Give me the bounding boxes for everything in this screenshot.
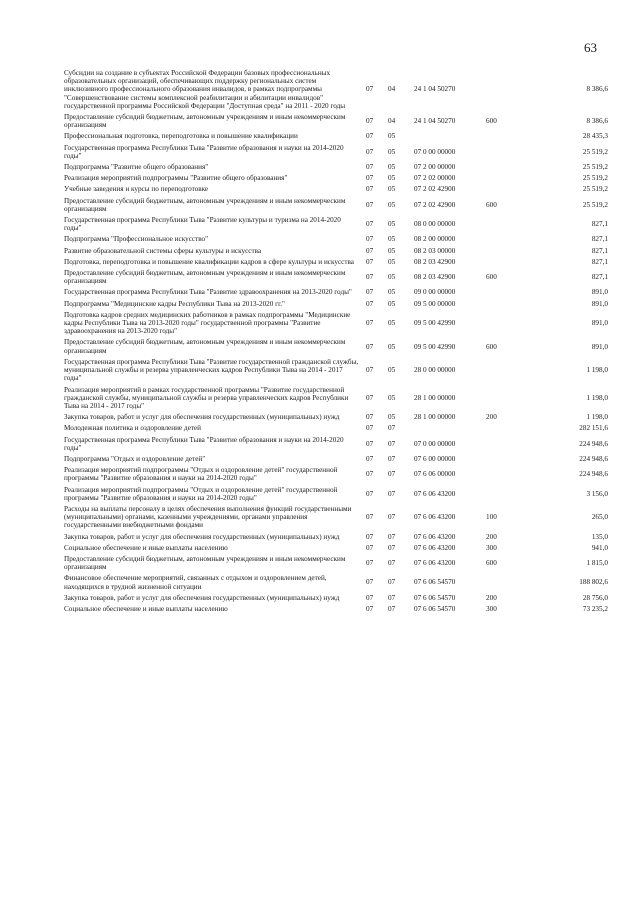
row-target-article-code: 07 2 02 00000	[414, 174, 456, 183]
row-section-code: 07	[366, 342, 374, 351]
row-target-article-code: 28 0 00 00000	[414, 366, 456, 375]
row-amount: 891,0	[591, 299, 608, 308]
row-target-article-code: 08 2 03 42900	[414, 257, 456, 266]
row-expense-type-code	[486, 234, 526, 245]
table-row	[64, 143, 608, 162]
row-subsection-code: 07	[388, 543, 396, 552]
row-section-code: 07	[366, 513, 374, 522]
budget-table	[64, 68, 608, 615]
row-name: Учебные заведения и курсы по переподготовке	[64, 185, 209, 194]
row-name: Государственная программа Республики Тыва "Развитие образования и науки на 2014-2020 годы"	[64, 435, 344, 452]
row-section-code: 07	[366, 246, 374, 255]
row-subsection-code: 05	[388, 413, 396, 422]
row-amount: 135,0	[591, 532, 608, 541]
row-target-article-code: 07 6 06 54570	[414, 604, 456, 613]
table-row	[64, 246, 608, 257]
row-subsection-code: 05	[388, 174, 396, 183]
row-name: Субсидии на создание в субъектах Российской Федерации базовых профессиональных образовательных организаций, обеспечивающих поддержку региональных систем инклюзивного профессионального образования инвалидов, в рамках подпрограммы "Совершенствование системы комплексной реабилитации и абилитации инвалидов" государственной программы Российской Федерации "Доступная среда" на 2011 - 2020 годы	[64, 69, 346, 110]
row-section-code: 07	[366, 489, 374, 498]
row-name: Государственная программа Республики Тыва "Развитие государственной гражданской службы, муниципальной службы и резерва управленческих кадров Республики Тыва на 2014 - 2017 годы"	[64, 357, 359, 383]
row-target-article-code: 09 0 00 00000	[414, 288, 456, 297]
row-section-code: 07	[366, 174, 374, 183]
row-section-code: 07	[366, 366, 374, 375]
row-amount: 827,1	[591, 220, 608, 229]
row-name: Реализация мероприятий в рамках государственной программы "Развитие государственной гражданской службы, муниципальной службы и резерва управленческих кадров Республики Тыва на 2014 - 2017 годы"	[64, 385, 349, 410]
row-amount: 891,0	[591, 319, 608, 328]
row-target-article-code: 07 0 00 00000	[414, 147, 456, 156]
row-amount: 1 815,0	[586, 559, 608, 568]
row-amount: 25 519,2	[582, 185, 608, 194]
row-amount: 891,0	[591, 342, 608, 351]
row-amount: 827,1	[591, 257, 608, 266]
row-expense-type-code: 100	[486, 513, 497, 522]
row-section-code: 07	[366, 319, 374, 328]
row-subsection-code: 04	[388, 117, 396, 126]
row-subsection-code: 07	[388, 470, 396, 479]
row-expense-type-code	[486, 299, 526, 310]
row-section-code: 07	[366, 299, 374, 308]
table-row	[64, 435, 608, 454]
row-subsection-code: 07	[388, 513, 396, 522]
table-row	[64, 385, 608, 413]
row-subsection-code: 05	[388, 147, 396, 156]
row-target-article-code: 07 6 06 54570	[414, 593, 456, 602]
row-expense-type-code: 600	[486, 273, 497, 282]
row-expense-type-code	[486, 131, 526, 142]
row-subsection-code: 07	[388, 578, 396, 587]
row-subsection-code: 05	[388, 220, 396, 229]
row-expense-type-code	[486, 465, 526, 484]
row-name: Закупка товаров, работ и услуг для обеспечения государственных (муниципальных) нужд	[64, 532, 340, 541]
row-name: Государственная программа Республики Тыва "Развитие образования и науки на 2014-2020 годы"	[64, 143, 344, 160]
row-subsection-code: 07	[388, 454, 396, 463]
row-subsection-code: 05	[388, 200, 396, 209]
row-target-article-code: 08 2 00 00000	[414, 235, 456, 244]
table-row	[64, 454, 608, 465]
row-subsection-code: 05	[388, 246, 396, 255]
row-amount: 25 519,2	[582, 163, 608, 172]
row-subsection-code: 04	[388, 85, 396, 94]
row-name: Расходы на выплаты персоналу в целях обеспечения выполнения функций государственными (муниципальными) органами, казенными учреждениями, органами управления государственными внебюджетными фондами	[64, 504, 352, 530]
row-target-article-code: 08 2 03 00000	[414, 246, 456, 255]
row-target-article-code: 07 6 06 00000	[414, 470, 456, 479]
row-expense-type-code	[486, 357, 526, 385]
row-target-article-code: 07 6 06 43200	[414, 513, 456, 522]
row-amount: 224 948,6	[579, 439, 608, 448]
table-row	[64, 465, 608, 484]
row-amount: 1 198,0	[586, 393, 608, 402]
row-expense-type-code	[486, 310, 526, 338]
row-section-code: 07	[366, 593, 374, 602]
row-name: Предоставление субсидий бюджетным, автономным учреждениям и иным некоммерческим организациям	[64, 554, 346, 572]
row-target-article-code: 24 1 04 50270	[414, 117, 456, 126]
row-section-code: 07	[366, 559, 374, 568]
row-amount: 25 519,2	[582, 200, 608, 209]
row-section-code: 07	[366, 257, 374, 266]
row-subsection-code: 05	[388, 132, 396, 141]
row-section-code: 07	[366, 454, 374, 463]
row-expense-type-code	[486, 257, 526, 268]
table-row	[64, 554, 608, 573]
row-expense-type-code: 200	[486, 593, 497, 602]
row-section-code: 07	[366, 439, 374, 448]
row-expense-type-code	[486, 162, 526, 173]
row-section-code: 07	[366, 117, 374, 126]
row-name: Финансовое обеспечение мероприятий, связанных с отдыхом и оздоровлением детей, находящихся в трудной жизненной ситуации	[64, 574, 327, 591]
row-target-article-code: 07 6 00 00000	[414, 454, 456, 463]
row-name: Молодежная политика и оздоровление детей	[64, 424, 201, 433]
row-amount: 941,0	[591, 543, 608, 552]
row-subsection-code: 07	[388, 439, 396, 448]
row-amount: 827,1	[591, 235, 608, 244]
table-row	[64, 112, 608, 131]
row-section-code: 07	[366, 273, 374, 282]
row-subsection-code: 05	[388, 342, 396, 351]
row-name: Социальное обеспечение и иные выплаты населению	[64, 543, 228, 552]
row-expense-type-code	[486, 184, 526, 195]
row-subsection-code: 05	[388, 393, 396, 402]
table-row	[64, 234, 608, 245]
row-expense-type-code	[486, 287, 526, 298]
row-section-code: 07	[366, 200, 374, 209]
row-target-article-code: 07 0 00 00000	[414, 439, 456, 448]
table-row	[64, 268, 608, 287]
row-name: Предоставление субсидий бюджетным, автономным учреждениям и иным некоммерческим организациям	[64, 196, 346, 213]
row-amount: 827,1	[591, 246, 608, 255]
row-name: Предоставление субсидий бюджетным, автономным учреждениям и иным некоммерческим организациям	[64, 269, 346, 286]
row-amount: 188 802,6	[579, 578, 608, 587]
row-section-code: 07	[366, 132, 374, 141]
row-subsection-code: 07	[388, 489, 396, 498]
row-section-code: 07	[366, 393, 374, 402]
row-expense-type-code	[486, 246, 526, 257]
row-name: Подготовка кадров средних медицинских работников в рамках подпрограммы "Медицинские кадры Республики Тыва на 2013-2020 годы" государственной программы "Развитие здравоохранения на 2013-2020 годы"	[64, 310, 351, 336]
row-expense-type-code: 600	[486, 559, 497, 568]
row-amount: 827,1	[591, 273, 608, 282]
row-subsection-code: 07	[388, 593, 396, 602]
row-target-article-code	[414, 131, 486, 142]
row-section-code: 07	[366, 163, 374, 172]
row-target-article-code: 07 6 06 43200	[414, 543, 456, 552]
row-amount: 282 151,6	[579, 424, 608, 433]
table-row	[64, 257, 608, 268]
row-name: Закупка товаров, работ и услуг для обеспечения государственных (муниципальных) нужд	[64, 413, 340, 422]
row-target-article-code: 09 5 00 00000	[414, 299, 456, 308]
row-section-code: 07	[366, 413, 374, 422]
table-row	[64, 485, 608, 504]
row-expense-type-code	[486, 485, 526, 504]
row-amount: 28 756,0	[582, 593, 608, 602]
table-row	[64, 215, 608, 234]
row-expense-type-code	[486, 435, 526, 454]
row-amount: 3 156,0	[586, 489, 608, 498]
page-number: 63	[584, 40, 597, 55]
row-amount: 224 948,6	[579, 454, 608, 463]
table-row	[64, 196, 608, 215]
row-section-code: 07	[366, 470, 374, 479]
row-subsection-code: 07	[388, 559, 396, 568]
row-subsection-code: 05	[388, 273, 396, 282]
row-name: Развитие образовательной системы сферы культуры и искусства	[64, 246, 262, 255]
row-expense-type-code: 600	[486, 342, 497, 351]
budget-table-body	[64, 68, 608, 615]
row-target-article-code: 28 1 00 00000	[414, 393, 456, 402]
row-amount: 25 519,2	[582, 147, 608, 156]
row-target-article-code: 07 2 02 42900	[414, 200, 456, 209]
row-target-article-code	[414, 423, 486, 434]
row-target-article-code: 07 6 06 54570	[414, 578, 456, 587]
row-section-code: 07	[366, 424, 374, 433]
row-amount: 28 435,3	[582, 132, 608, 141]
row-subsection-code: 07	[388, 604, 396, 613]
row-subsection-code: 05	[388, 366, 396, 375]
row-subsection-code: 05	[388, 163, 396, 172]
row-target-article-code: 08 0 00 00000	[414, 220, 456, 229]
table-row	[64, 573, 608, 592]
row-expense-type-code	[486, 454, 526, 465]
row-amount: 1 198,0	[586, 413, 608, 422]
row-target-article-code: 07 2 00 00000	[414, 163, 456, 172]
row-amount: 8 386,6	[586, 117, 608, 126]
row-subsection-code: 05	[388, 185, 396, 194]
row-target-article-code: 28 1 00 00000	[414, 413, 456, 422]
row-subsection-code: 05	[388, 319, 396, 328]
row-target-article-code: 07 6 06 43200	[414, 559, 456, 568]
row-target-article-code: 07 6 06 43200	[414, 532, 456, 541]
row-name: Подпрограмма "Отдых и оздоровление детей"	[64, 454, 206, 463]
row-section-code: 07	[366, 288, 374, 297]
row-section-code: 07	[366, 235, 374, 244]
row-name: Закупка товаров, работ и услуг для обеспечения государственных (муниципальных) нужд	[64, 593, 340, 602]
row-expense-type-code: 300	[486, 604, 497, 613]
row-name: Реализация мероприятий подпрограммы "Отдых и оздоровление детей" государственной программы "Развитие образования и науки на 2014-2020 годы"	[64, 485, 338, 502]
row-expense-type-code	[486, 573, 526, 592]
row-name: Подготовка, переподготовка и повышение квалификации кадров в сфере культуры и искусства	[64, 257, 354, 266]
row-expense-type-code	[486, 385, 526, 413]
row-target-article-code: 09 5 00 42990	[414, 319, 456, 328]
table-row	[64, 310, 608, 338]
row-name: Реализация мероприятий подпрограммы "Отдых и оздоровление детей" государственной программы "Развитие образования и науки на 2014-2020 годы"	[64, 466, 338, 483]
row-amount: 73 235,2	[582, 604, 608, 613]
row-subsection-code: 05	[388, 299, 396, 308]
row-expense-type-code: 600	[486, 200, 497, 209]
table-row	[64, 173, 608, 184]
row-target-article-code: 24 1 04 50270	[414, 85, 456, 94]
row-subsection-code: 05	[388, 257, 396, 266]
row-subsection-code: 07	[388, 532, 396, 541]
row-expense-type-code	[486, 143, 526, 162]
row-target-article-code: 09 5 00 42990	[414, 342, 456, 351]
table-row	[64, 604, 608, 615]
table-row	[64, 299, 608, 310]
row-expense-type-code: 200	[486, 413, 497, 422]
row-amount: 224 948,6	[579, 470, 608, 479]
row-name: Предоставление субсидий бюджетным, автономным учреждениям и иным некоммерческим организациям	[64, 338, 346, 355]
row-subsection-code: 05	[388, 288, 396, 297]
row-expense-type-code	[486, 423, 526, 434]
row-name: Профессиональная подготовка, переподготовка и повышение квалификации	[64, 132, 298, 141]
row-section-code: 07	[366, 604, 374, 613]
row-target-article-code: 08 2 03 42900	[414, 273, 456, 282]
row-section-code: 07	[366, 532, 374, 541]
row-section-code: 07	[366, 543, 374, 552]
row-section-code: 07	[366, 578, 374, 587]
row-subsection-code: 07	[388, 424, 396, 433]
row-name: Подпрограмма "Медицинские кадры Республики Тыва на 2013-2020 гг."	[64, 299, 285, 308]
row-section-code: 07	[366, 147, 374, 156]
row-section-code: 07	[366, 85, 374, 94]
table-row	[64, 543, 608, 554]
row-subsection-code: 05	[388, 235, 396, 244]
row-expense-type-code	[486, 173, 526, 184]
row-target-article-code: 07 2 02 42900	[414, 185, 456, 194]
table-row	[64, 504, 608, 532]
table-row	[64, 412, 608, 423]
row-name: Реализация мероприятий подпрограммы "Развитие общего образования"	[64, 174, 288, 183]
row-section-code: 07	[366, 220, 374, 229]
row-amount: 891,0	[591, 288, 608, 297]
table-row	[64, 131, 608, 142]
row-name: Предоставление субсидий бюджетным, автономным учреждениям и иным некоммерческим организациям	[64, 113, 346, 130]
row-expense-type-code	[486, 68, 526, 112]
table-row	[64, 593, 608, 604]
row-section-code: 07	[366, 185, 374, 194]
table-row	[64, 162, 608, 173]
table-row	[64, 532, 608, 543]
row-expense-type-code: 300	[486, 543, 497, 552]
row-amount: 25 519,2	[582, 174, 608, 183]
row-name: Государственная программа Республики Тыва "Развитие здравоохранения на 2013-2020 годы"	[64, 288, 352, 297]
table-row	[64, 423, 608, 434]
table-row	[64, 287, 608, 298]
row-name: Подпрограмма "Развитие общего образования"	[64, 163, 209, 172]
row-expense-type-code: 200	[486, 532, 497, 541]
row-name: Подпрограмма "Профессиональное искусство"	[64, 235, 209, 244]
row-amount: 265,0	[591, 513, 608, 522]
row-amount: 8 386,6	[586, 85, 608, 94]
row-expense-type-code: 600	[486, 117, 497, 126]
table-row	[64, 357, 608, 385]
table-row	[64, 337, 608, 356]
table-row	[64, 68, 608, 112]
row-name: Государственная программа Республики Тыва "Развитие культуры и туризма на 2014-2020 годы"	[64, 216, 341, 233]
row-amount: 1 198,0	[586, 366, 608, 375]
row-expense-type-code	[486, 215, 526, 234]
row-target-article-code: 07 6 06 43200	[414, 489, 456, 498]
table-row	[64, 184, 608, 195]
row-name: Социальное обеспечение и иные выплаты населению	[64, 604, 228, 613]
